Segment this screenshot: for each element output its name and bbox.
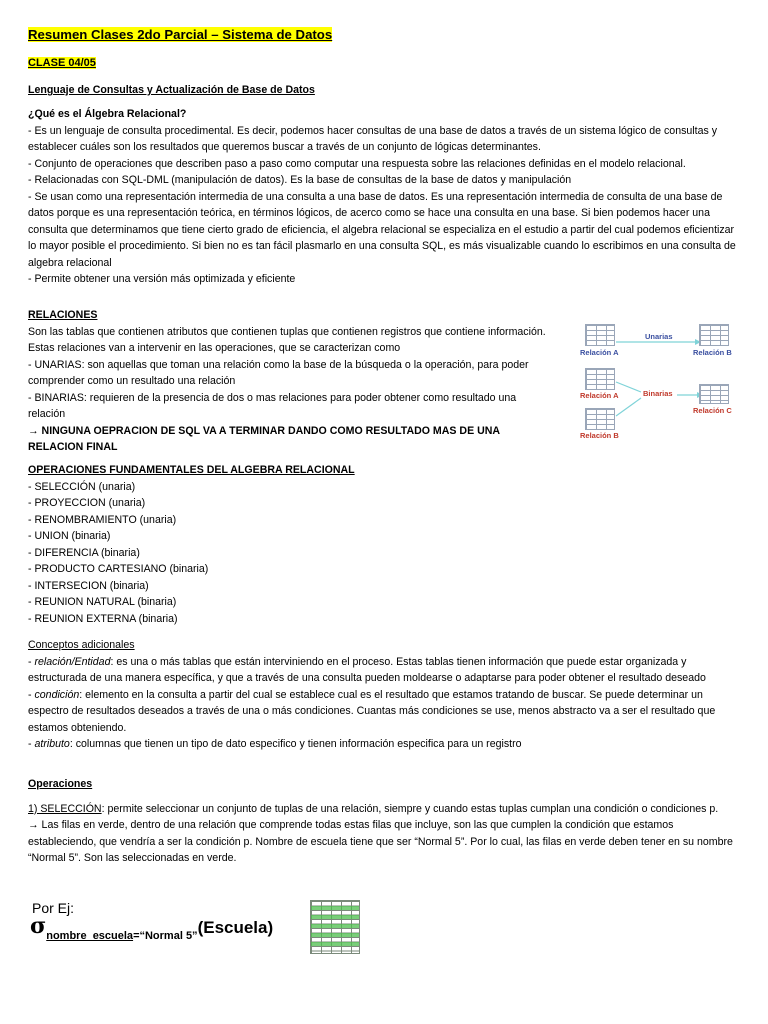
- relations-diagram: Relación A Unarias Relación B Relación A Binarias Relación B Relación C: [575, 318, 745, 443]
- table-relacion-a-icon: [585, 324, 615, 346]
- algebra-line: - Relacionadas con SQL-DML (manipulación de datos). Es la base de consultas de la base de datos y manipulación: [28, 174, 572, 186]
- operaciones-fund-heading: OPERACIONES FUNDAMENTALES DEL ALGEBRA RELACIONAL: [28, 464, 355, 476]
- relaciones-line: - BINARIAS: requieren de la presencia de dos o mas relaciones para poder obtener como resultado una relación: [28, 391, 517, 420]
- concepto-condicion: - condición: elemento en la consulta a partir del cual se establece cual es el resultado que estamos tratando de buscar. Se puede determinar un espectro de resultados deseados a través de una o más condiciones. Cuantas más condiciones se use, menos abstracto va a ser el resultado que estamos obteniendo.: [28, 688, 716, 734]
- list-item: - REUNION NATURAL (binaria): [28, 596, 177, 608]
- binarias-line-b: [616, 398, 641, 416]
- list-item: - DIFERENCIA (binaria): [28, 546, 140, 559]
- sigma-symbol: σ: [30, 913, 47, 939]
- selected-rows-table-icon: [310, 900, 360, 954]
- clase-heading: CLASE 04/05: [28, 57, 96, 69]
- algebra-line: - Permite obtener una versión más optimizada y eficiente: [28, 273, 296, 285]
- seleccion-example: [28, 896, 348, 958]
- seleccion-detail: → Las filas en verde, dentro de una relación que comprende todas estas filas que incluye, son las que cumplen la condición que estamos estableciendo, que vendría a ser la condición p. Nombre de escuela tiene que ser “Normal 5”. Por lo cual, las filas en verde deben tener en su nombre “Normal 5”. Son las seleccionadas en verde.: [28, 819, 733, 864]
- relaciones-line: - UNARIAS: son aquellas que toman una relación como la base de la búsqueda o la operación, para poder comprender como un resultado una relación: [28, 358, 529, 387]
- arrow-right-icon: →: [28, 424, 39, 437]
- relaciones-section: [28, 307, 548, 456]
- selection-formula: [30, 913, 274, 942]
- list-item: - SELECCIÓN (unaria): [28, 480, 136, 493]
- conceptos-section: [28, 637, 740, 753]
- list-item: - INTERSECION (binaria): [28, 579, 149, 592]
- list-item: - REUNION EXTERNA (binaria): [28, 612, 178, 625]
- binarias-line-a: [616, 382, 641, 392]
- table-relacion-b-icon: [699, 324, 729, 346]
- formula-relation: (Escuela): [197, 918, 274, 937]
- formula-attribute: nombre_escuela: [46, 930, 134, 942]
- list-item: - PROYECCION (unaria): [28, 497, 146, 509]
- por-ej-label: Por Ej:: [32, 900, 75, 916]
- relaciones-line: Son las tablas que contienen atributos que contienen tuplas que contienen registros que contiene información. Estas relaciones van a intervenir en las operaciones, que se caracterizan como: [28, 325, 546, 354]
- list-item: - RENOMBRAMIENTO (unaria): [28, 513, 177, 526]
- algebra-line: - Se usan como una representación intermedia de una consulta a una base de datos. Es una representación intermedia de consulta de una base de datos porque es una representación teórica, en términos lógicos, de acerco como se hace una consulta en una base. Si bien podemos hacer una consulta que determinamos que tiene cierto grado de eficiencia, el algebra relacional se especializa en el estudio a partir del cual podemos eficientizar lo mayor posible el procedimiento. Si bien no es tan fácil plasmarlo en una consulta SQL, es más visualizable cuando lo escribimos en una consulta de algebra relacional: [28, 190, 736, 269]
- list-item: - UNION (binaria): [28, 530, 111, 542]
- document-title: Resumen Clases 2do Parcial – Sistema de Datos: [28, 27, 333, 42]
- arrow-right-icon: →: [28, 819, 39, 831]
- table-relacion-c-icon: [699, 384, 729, 404]
- formula-condition: =“Normal 5”: [133, 930, 198, 942]
- algebra-section: [28, 106, 740, 288]
- concepto-relacion: - relación/Entidad: es una o más tablas que están interviniendo en el proceso. Estas tablas tienen información que puede estar organizada y estructurada de una manera específica, y que a través de una consulta pueden moldearse o adaptarse para poder obtener el resultado deseado: [28, 655, 706, 684]
- operaciones-fundamentales: [28, 462, 740, 627]
- relaciones-heading: RELACIONES: [28, 309, 98, 321]
- table-relacion-b2-icon: [585, 408, 615, 430]
- seleccion-definition: 1) SELECCIÓN: permite seleccionar un conjunto de tuplas de una relación, siempre y cuando estas tuplas cumplan una condición o condiciones p.: [28, 802, 719, 815]
- operaciones-heading: Operaciones: [28, 778, 93, 790]
- list-item: - PRODUCTO CARTESIANO (binaria): [28, 563, 209, 575]
- algebra-question: ¿Qué es el Álgebra Relacional?: [28, 108, 187, 120]
- operaciones-section: [28, 776, 740, 867]
- algebra-line: - Conjunto de operaciones que describen paso a paso como computar una respuesta sobre las relaciones definidas en el modelo relacional.: [28, 157, 686, 170]
- table-relacion-a2-icon: [585, 368, 615, 390]
- relaciones-note: → NINGUNA OEPRACION DE SQL VA A TERMINAR DANDO COMO RESULTADO MAS DE UNA RELACION FINAL: [28, 424, 500, 453]
- algebra-line: - Es un lenguaje de consulta procedimental. Es decir, podemos hacer consultas de una base de datos a través de un sistema lógico de consultas y establecer cuáles son los resultados que queremos buscar a través de un conjunto de lógicas determinantes.: [28, 124, 718, 153]
- concepto-atributo: - atributo: columnas que tienen un tipo de dato especifico y tienen información especifica para un registro: [28, 738, 522, 750]
- conceptos-heading: Conceptos adicionales: [28, 639, 135, 651]
- section-subtitle: Lenguaje de Consultas y Actualización de Base de Datos: [28, 84, 315, 96]
